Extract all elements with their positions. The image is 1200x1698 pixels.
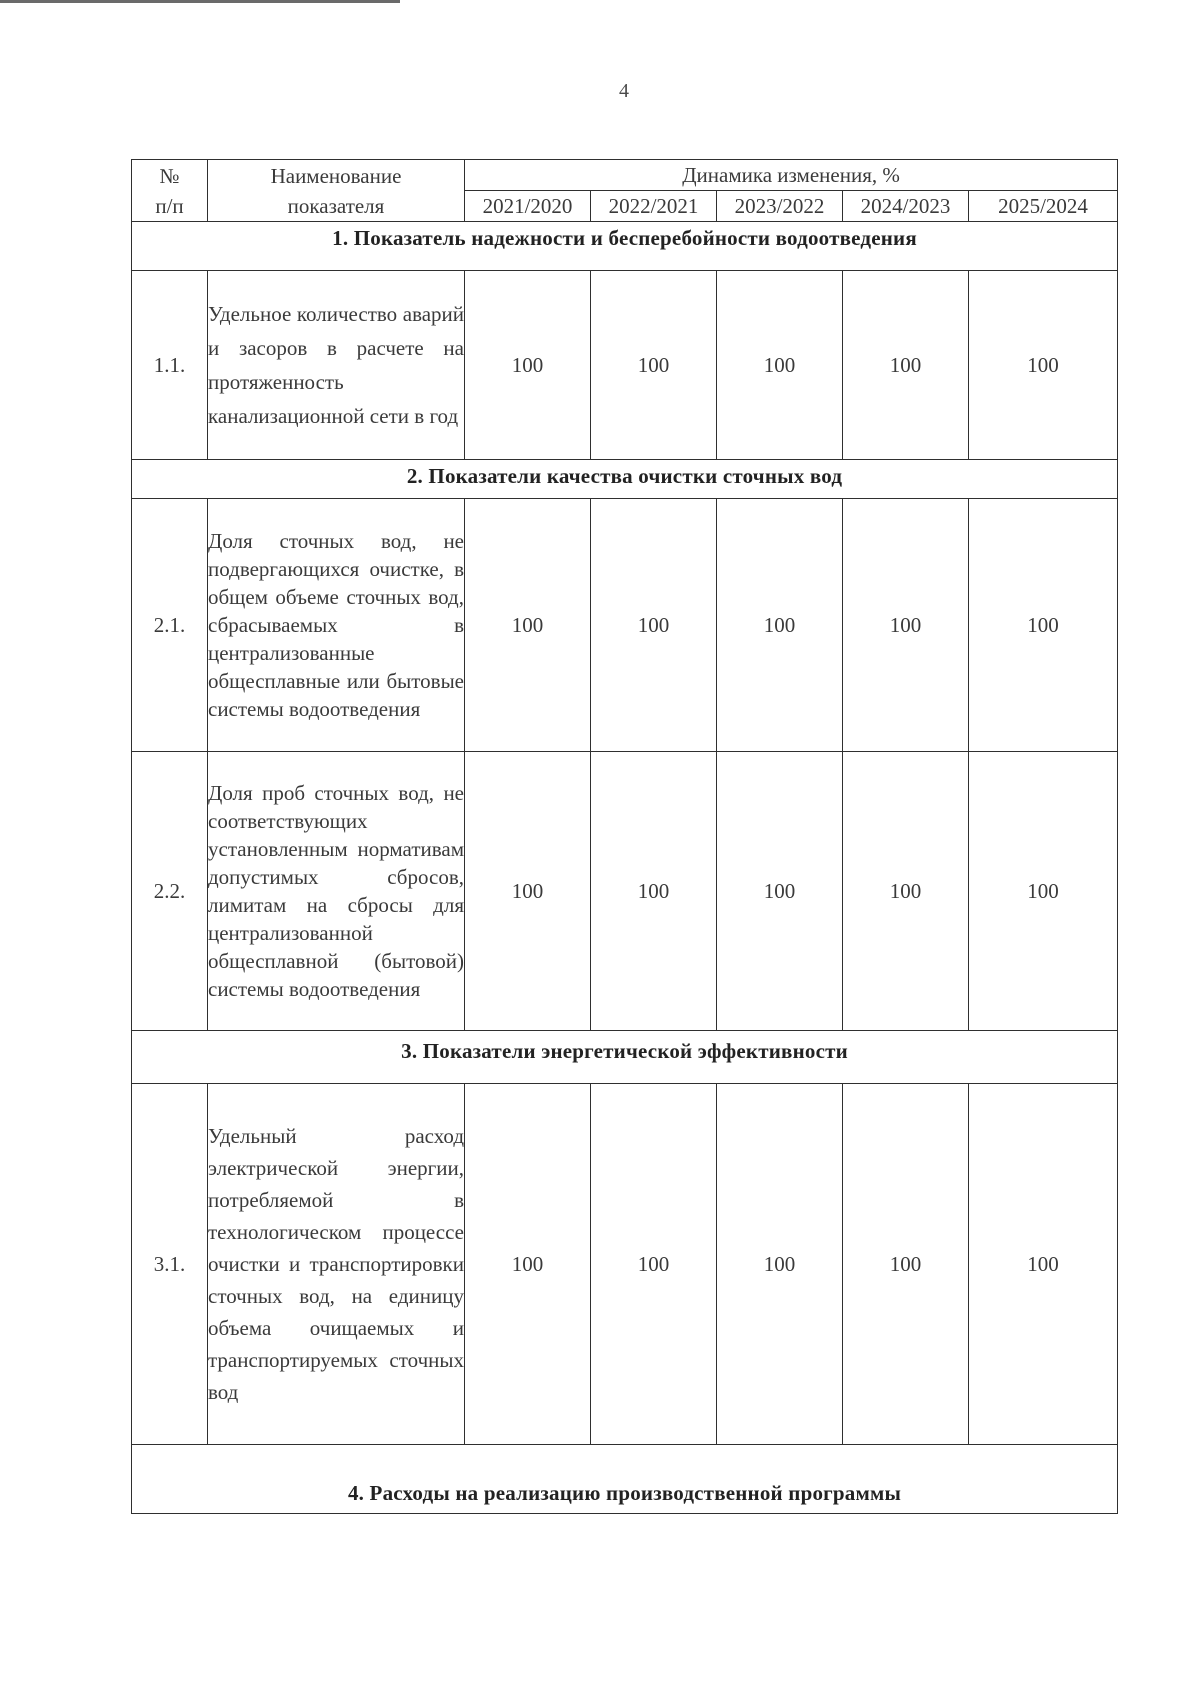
scan-edge-mark [0, 0, 400, 3]
section-row [132, 460, 1118, 499]
header-year: 2022/2021 [591, 191, 717, 222]
page-number: 4 [619, 80, 629, 102]
table-row [132, 271, 1118, 460]
section-row [132, 1031, 1118, 1084]
row-value: 100 [717, 271, 843, 460]
row-value: 100 [843, 499, 969, 752]
header-year: 2021/2020 [465, 191, 591, 222]
section-title: 1. Показатель надежности и бесперебойности водоотведения [132, 222, 1118, 271]
header-name-label: Наименование [270, 163, 402, 188]
row-number: 1.1. [132, 271, 208, 460]
row-value: 100 [969, 752, 1118, 1031]
row-number: 3.1. [132, 1084, 208, 1445]
section-title: 2. Показатели качества очистки сточных вод [132, 460, 1118, 499]
row-number: 2.1. [132, 499, 208, 752]
row-indicator-name: Доля проб сточных вод, не соответствующих установленным нормативам допустимых сбросов, лимитам на сбросы для централизованной общесплавной (бытовой) системы водоотведения [208, 752, 465, 1031]
row-value: 100 [465, 271, 591, 460]
header-year: 2024/2023 [843, 191, 969, 222]
row-value: 100 [591, 1084, 717, 1445]
section-title: 3. Показатели энергетической эффективности [132, 1031, 1118, 1084]
table-row [132, 1084, 1118, 1445]
row-value: 100 [843, 1084, 969, 1445]
table-row [132, 752, 1118, 1031]
row-value: 100 [591, 271, 717, 460]
row-value: 100 [969, 271, 1118, 460]
row-value: 100 [717, 1084, 843, 1445]
header-year: 2025/2024 [969, 191, 1118, 222]
row-value: 100 [465, 1084, 591, 1445]
row-value: 100 [843, 752, 969, 1031]
row-indicator-name: Доля сточных вод, не подвергающихся очистке, в общем объеме сточных вод, сбрасываемых в централизованные общесплавные или бытовые системы водоотведения [208, 499, 465, 752]
row-value: 100 [843, 271, 969, 460]
indicators-table [131, 159, 1118, 1514]
header-dynamics-cell: Динамика изменения, % [465, 160, 1118, 191]
header-number-cell [132, 160, 208, 222]
header-name-cell [208, 160, 465, 222]
header-year: 2023/2022 [717, 191, 843, 222]
row-value: 100 [591, 752, 717, 1031]
section-title: 4. Расходы на реализацию производственной программы [132, 1445, 1118, 1514]
row-indicator-name: Удельный расход электрической энергии, потребляемой в технологическом процессе очистки и транспортировки сточных вод, на единицу объема очищаемых и транспортируемых сточных вод [208, 1084, 465, 1445]
table-row [132, 499, 1118, 752]
row-value: 100 [969, 1084, 1118, 1445]
row-value: 100 [717, 499, 843, 752]
row-value: 100 [717, 752, 843, 1031]
row-number: 2.2. [132, 752, 208, 1031]
row-value: 100 [465, 499, 591, 752]
section-row [132, 1445, 1118, 1514]
row-value: 100 [969, 499, 1118, 752]
table-header-row [132, 160, 1118, 191]
row-value: 100 [591, 499, 717, 752]
row-indicator-name: Удельное количество аварий и засоров в расчете на протяженность канализационной сети в год [208, 271, 465, 460]
header-number-sublabel: п/п [155, 193, 184, 218]
header-number-label: № [159, 163, 180, 188]
section-row [132, 222, 1118, 271]
row-value: 100 [465, 752, 591, 1031]
header-name-sublabel: показателя [287, 193, 385, 218]
